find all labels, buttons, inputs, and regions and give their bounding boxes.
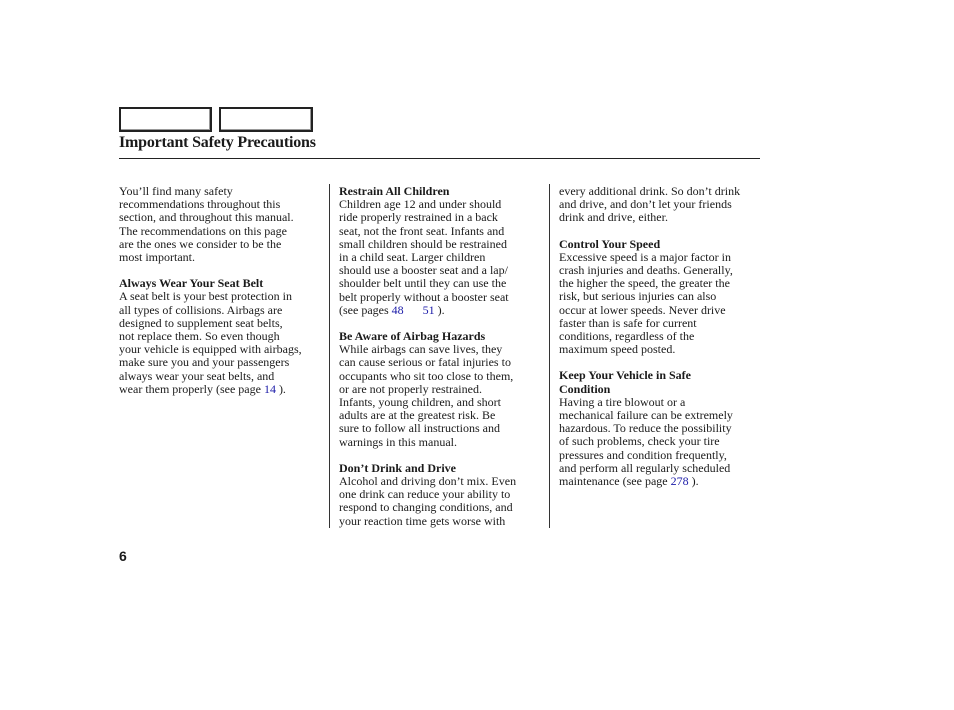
children-heading: Restrain All Children (339, 184, 450, 198)
children-page-link-a[interactable]: 48 (391, 302, 404, 317)
children-text: Children age 12 and under should ride properly restrained in a back seat, not the front seat. Infants and small children should be restrained in a child seat. Larger children should use a booster seat and a lap/ shoulder belt until they can use the belt properly without a booster seat (see pages (339, 197, 509, 317)
condition-heading: Keep Your Vehicle in Safe Condition (559, 368, 692, 396)
drink-heading: Don’t Drink and Drive (339, 460, 457, 475)
children-page-link-b[interactable]: 51 (422, 302, 435, 317)
column-1 (119, 185, 324, 396)
column-3 (559, 185, 764, 488)
nav-button-table-of-contents[interactable] (219, 107, 313, 132)
condition-paragraph (559, 396, 764, 488)
column-divider (549, 184, 550, 528)
column-divider (329, 184, 330, 528)
drink-paragraph: Alcohol and driving don’t mix. Even one drink can reduce your ability to respond to changing conditions, and your reaction time gets worse with (339, 474, 517, 528)
airbag-paragraph: While airbags can save lives, they can cause serious or fatal injuries to occupants who sit too close to them, or are not properly restrained. Infants, young children, and short adults are at the greatest risk. Be sure to follow all instructions and warnings in this manual. (339, 342, 514, 449)
title-divider (119, 158, 760, 159)
condition-page-link[interactable]: 278 (670, 474, 689, 489)
speed-heading: Control Your Speed (559, 236, 661, 251)
nav-button-main-menu[interactable] (119, 107, 212, 132)
condition-text: Having a tire blowout or a mechanical failure can be extremely hazardous. To reduce the possibility of such problems, check your tire pressures and condition frequently, and perform all regularly scheduled maintenance (see page (559, 394, 733, 489)
children-text-end: ). (434, 302, 445, 317)
page-number: 6 (119, 548, 127, 564)
seatbelt-paragraph (119, 290, 324, 396)
seatbelt-heading: Always Wear Your Seat Belt (119, 276, 264, 291)
drink-paragraph-continued: every additional drink. So don’t drink and drive, and don’t let your friends drink and drive, either. (559, 184, 741, 225)
condition-text-end: ). (688, 474, 699, 489)
column-2 (339, 185, 544, 528)
seatbelt-page-link[interactable]: 14 (263, 381, 276, 396)
page-title: Important Safety Precautions (119, 134, 316, 151)
seatbelt-text-end: ). (275, 381, 286, 396)
children-paragraph (339, 198, 544, 317)
speed-paragraph: Excessive speed is a major factor in crash injuries and deaths. Generally, the higher the speed, the greater the risk, but serious injuries can also occur at lower speeds. Never drive faster than is safe for current conditions, regardless of the maximum speed posted. (559, 249, 733, 357)
airbag-heading: Be Aware of Airbag Hazards (339, 329, 486, 344)
seatbelt-text: A seat belt is your best protection in all types of collisions. Airbags are designed to supplement seat belts, not replace them. So even though your vehicle is equipped with airbags, make sure you and your passengers always wear your seat belts, and wear them properly (see page (119, 289, 302, 396)
intro-paragraph: You’ll find many safety recommendations throughout this section, and throughout this manual. The recommendations on this page are the ones we consider to be the most important. (119, 184, 294, 265)
